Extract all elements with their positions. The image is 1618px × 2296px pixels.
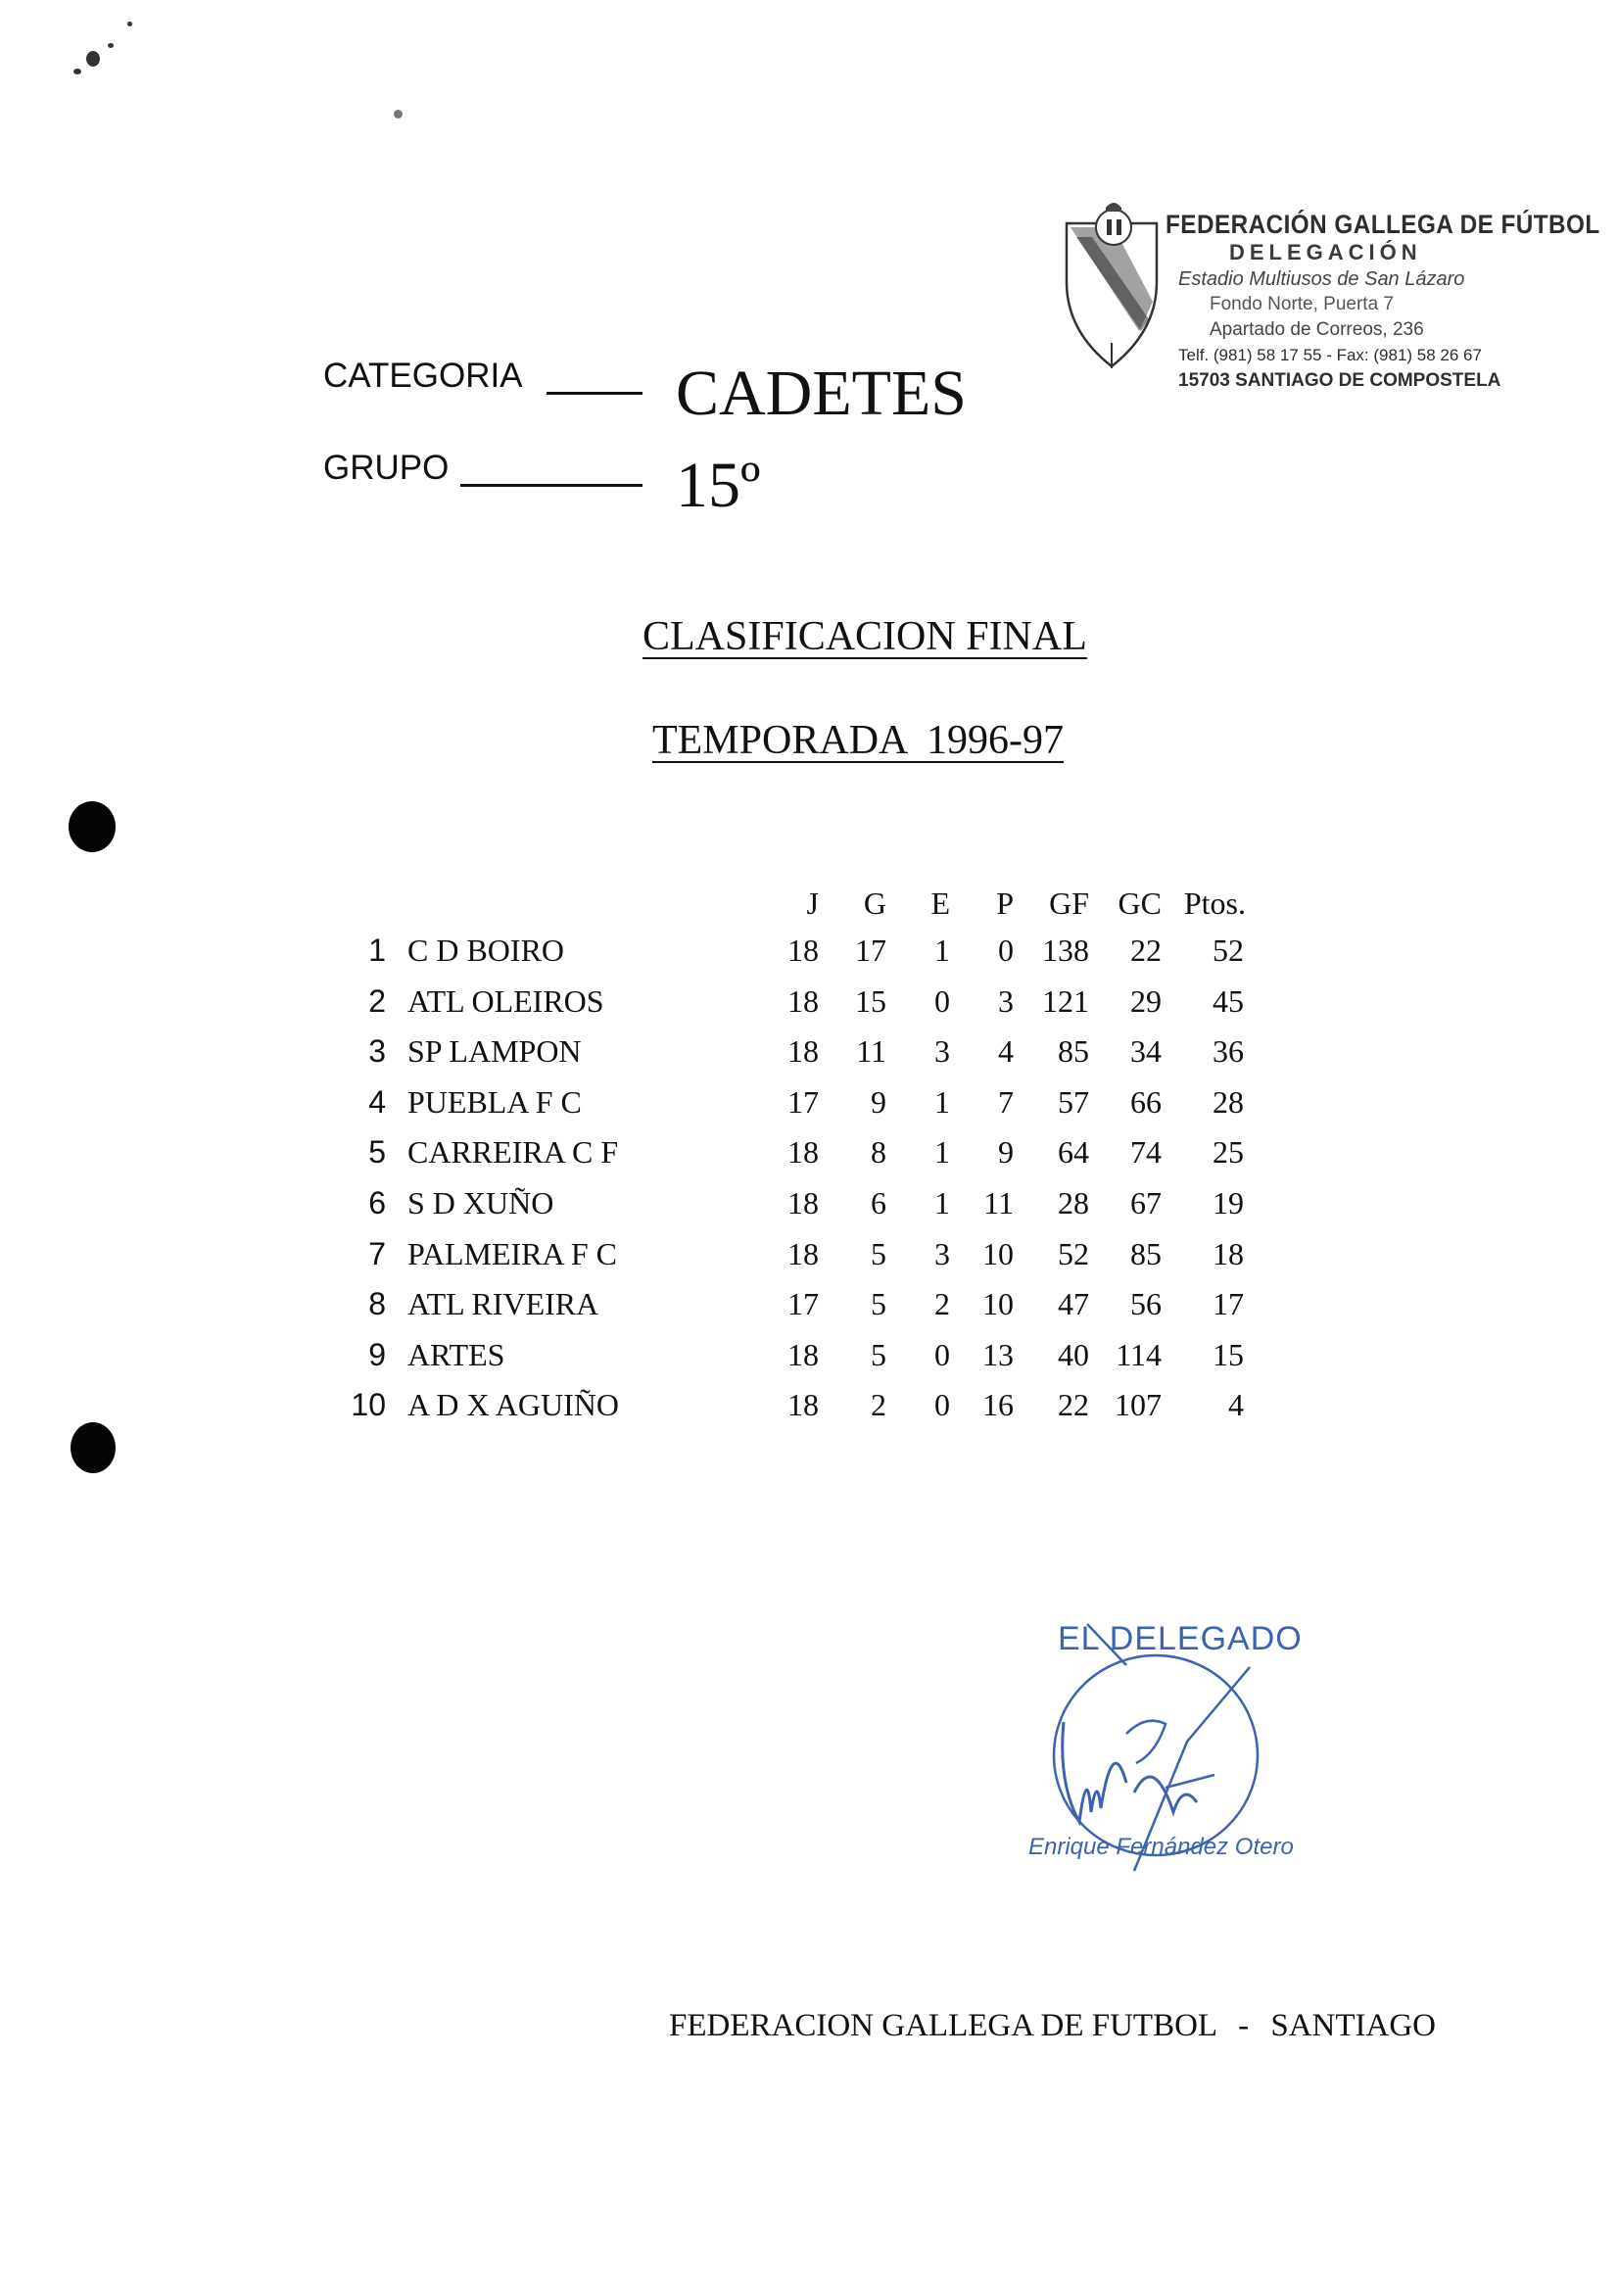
- stat-cell-j: 18: [787, 1337, 819, 1372]
- stat-cell-gc: 67: [1130, 1185, 1162, 1220]
- stat-cell-e: 2: [934, 1286, 950, 1321]
- stat-cell-g: 11: [856, 1033, 886, 1069]
- temporada-title: TEMPORADA 1996-97: [652, 718, 1065, 763]
- stat-cell-e: 0: [934, 983, 950, 1019]
- stamp-federation-name: FEDERACIÓN GALLEGA DE FÚTBOL: [1166, 210, 1600, 239]
- stat-cell-p: 16: [982, 1387, 1014, 1422]
- column-header: P: [996, 885, 1014, 921]
- column-header: E: [930, 885, 950, 921]
- stamp-delegacion: DELEGACIÓN: [1229, 240, 1422, 264]
- stat-cell-gc: 107: [1115, 1387, 1162, 1422]
- rank-cell: 3: [368, 1033, 386, 1069]
- stat-cell-p: 11: [983, 1185, 1014, 1220]
- stat-cell-gc: 34: [1130, 1033, 1162, 1069]
- stat-cell-j: 18: [787, 1185, 819, 1220]
- column-header: J: [806, 885, 819, 921]
- team-name-cell: C D BOIRO: [407, 933, 565, 968]
- stat-cell-pts: 17: [1213, 1286, 1244, 1321]
- stat-cell-j: 18: [787, 1236, 819, 1271]
- stat-cell-j: 18: [787, 933, 819, 968]
- footer-separator: -: [1238, 2008, 1250, 2043]
- categoria-value: CADETES: [676, 358, 967, 429]
- grupo-label: GRUPO: [323, 449, 450, 487]
- rank-cell: 1: [368, 933, 386, 968]
- stat-cell-p: 10: [982, 1286, 1014, 1321]
- stat-cell-g: 2: [871, 1387, 886, 1422]
- team-name-cell: PALMEIRA F C: [407, 1236, 617, 1271]
- stat-cell-e: 3: [934, 1033, 950, 1069]
- stat-cell-j: 18: [787, 983, 819, 1019]
- stamp-address-gate: Fondo Norte, Puerta 7: [1210, 294, 1394, 314]
- stat-cell-p: 13: [982, 1337, 1014, 1372]
- scan-speck: [86, 51, 100, 67]
- stat-cell-j: 18: [787, 1033, 819, 1069]
- stat-cell-gc: 66: [1130, 1084, 1162, 1120]
- team-name-cell: A D X AGUIÑO: [407, 1387, 619, 1422]
- column-header: Ptos.: [1183, 885, 1246, 921]
- stat-cell-gc: 114: [1116, 1337, 1162, 1372]
- stat-cell-g: 17: [855, 933, 886, 968]
- page-footer: [669, 2008, 1436, 2044]
- stat-cell-j: 18: [787, 1134, 819, 1170]
- stat-cell-p: 3: [998, 983, 1014, 1019]
- rank-cell: 6: [368, 1185, 386, 1220]
- stat-cell-gf: 121: [1042, 983, 1089, 1019]
- stat-cell-gf: 28: [1058, 1185, 1089, 1220]
- scan-speck: [108, 43, 114, 48]
- stat-cell-e: 1: [934, 1134, 950, 1170]
- team-name-cell: ARTES: [407, 1337, 505, 1372]
- stat-cell-e: 0: [934, 1337, 950, 1372]
- stat-cell-gc: 22: [1130, 933, 1162, 968]
- stamp-phone-fax: Telf. (981) 58 17 55 - Fax: (981) 58 26 67: [1178, 346, 1482, 364]
- column-header: G: [863, 885, 886, 921]
- grupo-rule: [460, 484, 642, 487]
- stat-cell-j: 17: [787, 1286, 819, 1321]
- rank-cell: 4: [368, 1084, 386, 1120]
- stat-cell-e: 0: [934, 1387, 950, 1422]
- column-header: GC: [1118, 885, 1162, 921]
- rank-cell: 5: [368, 1134, 386, 1170]
- stat-cell-p: 9: [998, 1134, 1014, 1170]
- rank-cell: 2: [368, 983, 386, 1019]
- stat-cell-gf: 52: [1058, 1236, 1089, 1271]
- stat-cell-gf: 85: [1058, 1033, 1089, 1069]
- stat-cell-gf: 57: [1058, 1084, 1089, 1120]
- stat-cell-gf: 22: [1058, 1387, 1089, 1422]
- stat-cell-pts: 28: [1213, 1084, 1244, 1120]
- column-header: GF: [1049, 885, 1089, 921]
- stat-cell-p: 0: [998, 933, 1014, 968]
- punch-hole: [69, 801, 116, 852]
- stat-cell-p: 10: [982, 1236, 1014, 1271]
- signature-name: Enrique Fernández Otero: [1028, 1834, 1294, 1860]
- categoria-rule: [547, 392, 642, 395]
- footer-city: SANTIAGO: [1270, 2008, 1437, 2043]
- team-name-cell: PUEBLA F C: [407, 1084, 582, 1120]
- delegate-signature: [1019, 1616, 1332, 1890]
- stat-cell-j: 17: [787, 1084, 819, 1120]
- clasificacion-title: CLASIFICACION FINAL: [642, 614, 1087, 659]
- stat-cell-pts: 36: [1213, 1033, 1244, 1069]
- grupo-value: 15º: [676, 450, 761, 521]
- stat-cell-e: 3: [934, 1236, 950, 1271]
- stat-cell-pts: 19: [1213, 1185, 1244, 1220]
- stamp-city: 15703 SANTIAGO DE COMPOSTELA: [1178, 370, 1501, 391]
- stat-cell-g: 6: [871, 1185, 886, 1220]
- team-name-cell: S D XUÑO: [407, 1185, 554, 1220]
- stat-cell-pts: 52: [1213, 933, 1244, 968]
- stat-cell-p: 7: [998, 1084, 1014, 1120]
- scan-speck: [73, 69, 81, 74]
- stamp-address-stadium: Estadio Multiusos de San Lázaro: [1178, 268, 1465, 290]
- rank-cell: 10: [351, 1387, 386, 1422]
- federation-stamp: [1063, 194, 1600, 400]
- stat-cell-gc: 74: [1130, 1134, 1162, 1170]
- categoria-label: CATEGORIA: [323, 357, 523, 395]
- stat-cell-g: 5: [871, 1286, 886, 1321]
- stat-cell-pts: 4: [1228, 1387, 1244, 1422]
- stat-cell-gf: 138: [1042, 933, 1089, 968]
- stat-cell-gc: 56: [1130, 1286, 1162, 1321]
- rank-cell: 9: [368, 1337, 386, 1372]
- rank-cell: 8: [368, 1286, 386, 1321]
- scan-speck: [394, 110, 403, 119]
- signature-title: EL DELEGADO: [1058, 1620, 1303, 1657]
- stat-cell-gf: 64: [1058, 1134, 1089, 1170]
- stat-cell-gc: 29: [1130, 983, 1162, 1019]
- rank-cell: 7: [368, 1236, 386, 1271]
- stat-cell-p: 4: [998, 1033, 1014, 1069]
- stat-cell-gf: 47: [1058, 1286, 1089, 1321]
- stat-cell-g: 5: [871, 1236, 886, 1271]
- stat-cell-gf: 40: [1058, 1337, 1089, 1372]
- stat-cell-gc: 85: [1130, 1236, 1162, 1271]
- scan-speck: [127, 22, 132, 26]
- stat-cell-g: 8: [871, 1134, 886, 1170]
- team-name-cell: ATL RIVEIRA: [407, 1286, 599, 1321]
- stat-cell-pts: 25: [1213, 1134, 1244, 1170]
- stat-cell-j: 18: [787, 1387, 819, 1422]
- stat-cell-pts: 18: [1213, 1236, 1244, 1271]
- team-name-cell: ATL OLEIROS: [407, 983, 604, 1019]
- stat-cell-pts: 45: [1213, 983, 1244, 1019]
- stat-cell-e: 1: [934, 1185, 950, 1220]
- footer-federation: FEDERACION GALLEGA DE FUTBOL: [669, 2008, 1216, 2043]
- stat-cell-g: 15: [855, 983, 886, 1019]
- stat-cell-pts: 15: [1213, 1337, 1244, 1372]
- punch-hole: [71, 1422, 116, 1473]
- stat-cell-g: 5: [871, 1337, 886, 1372]
- federation-crest-icon: [1063, 194, 1161, 368]
- stat-cell-e: 1: [934, 933, 950, 968]
- stamp-address-po-box: Apartado de Correos, 236: [1210, 319, 1424, 340]
- team-name-cell: CARREIRA C F: [407, 1134, 619, 1170]
- stat-cell-g: 9: [871, 1084, 886, 1120]
- stat-cell-e: 1: [934, 1084, 950, 1120]
- team-name-cell: SP LAMPON: [407, 1033, 582, 1069]
